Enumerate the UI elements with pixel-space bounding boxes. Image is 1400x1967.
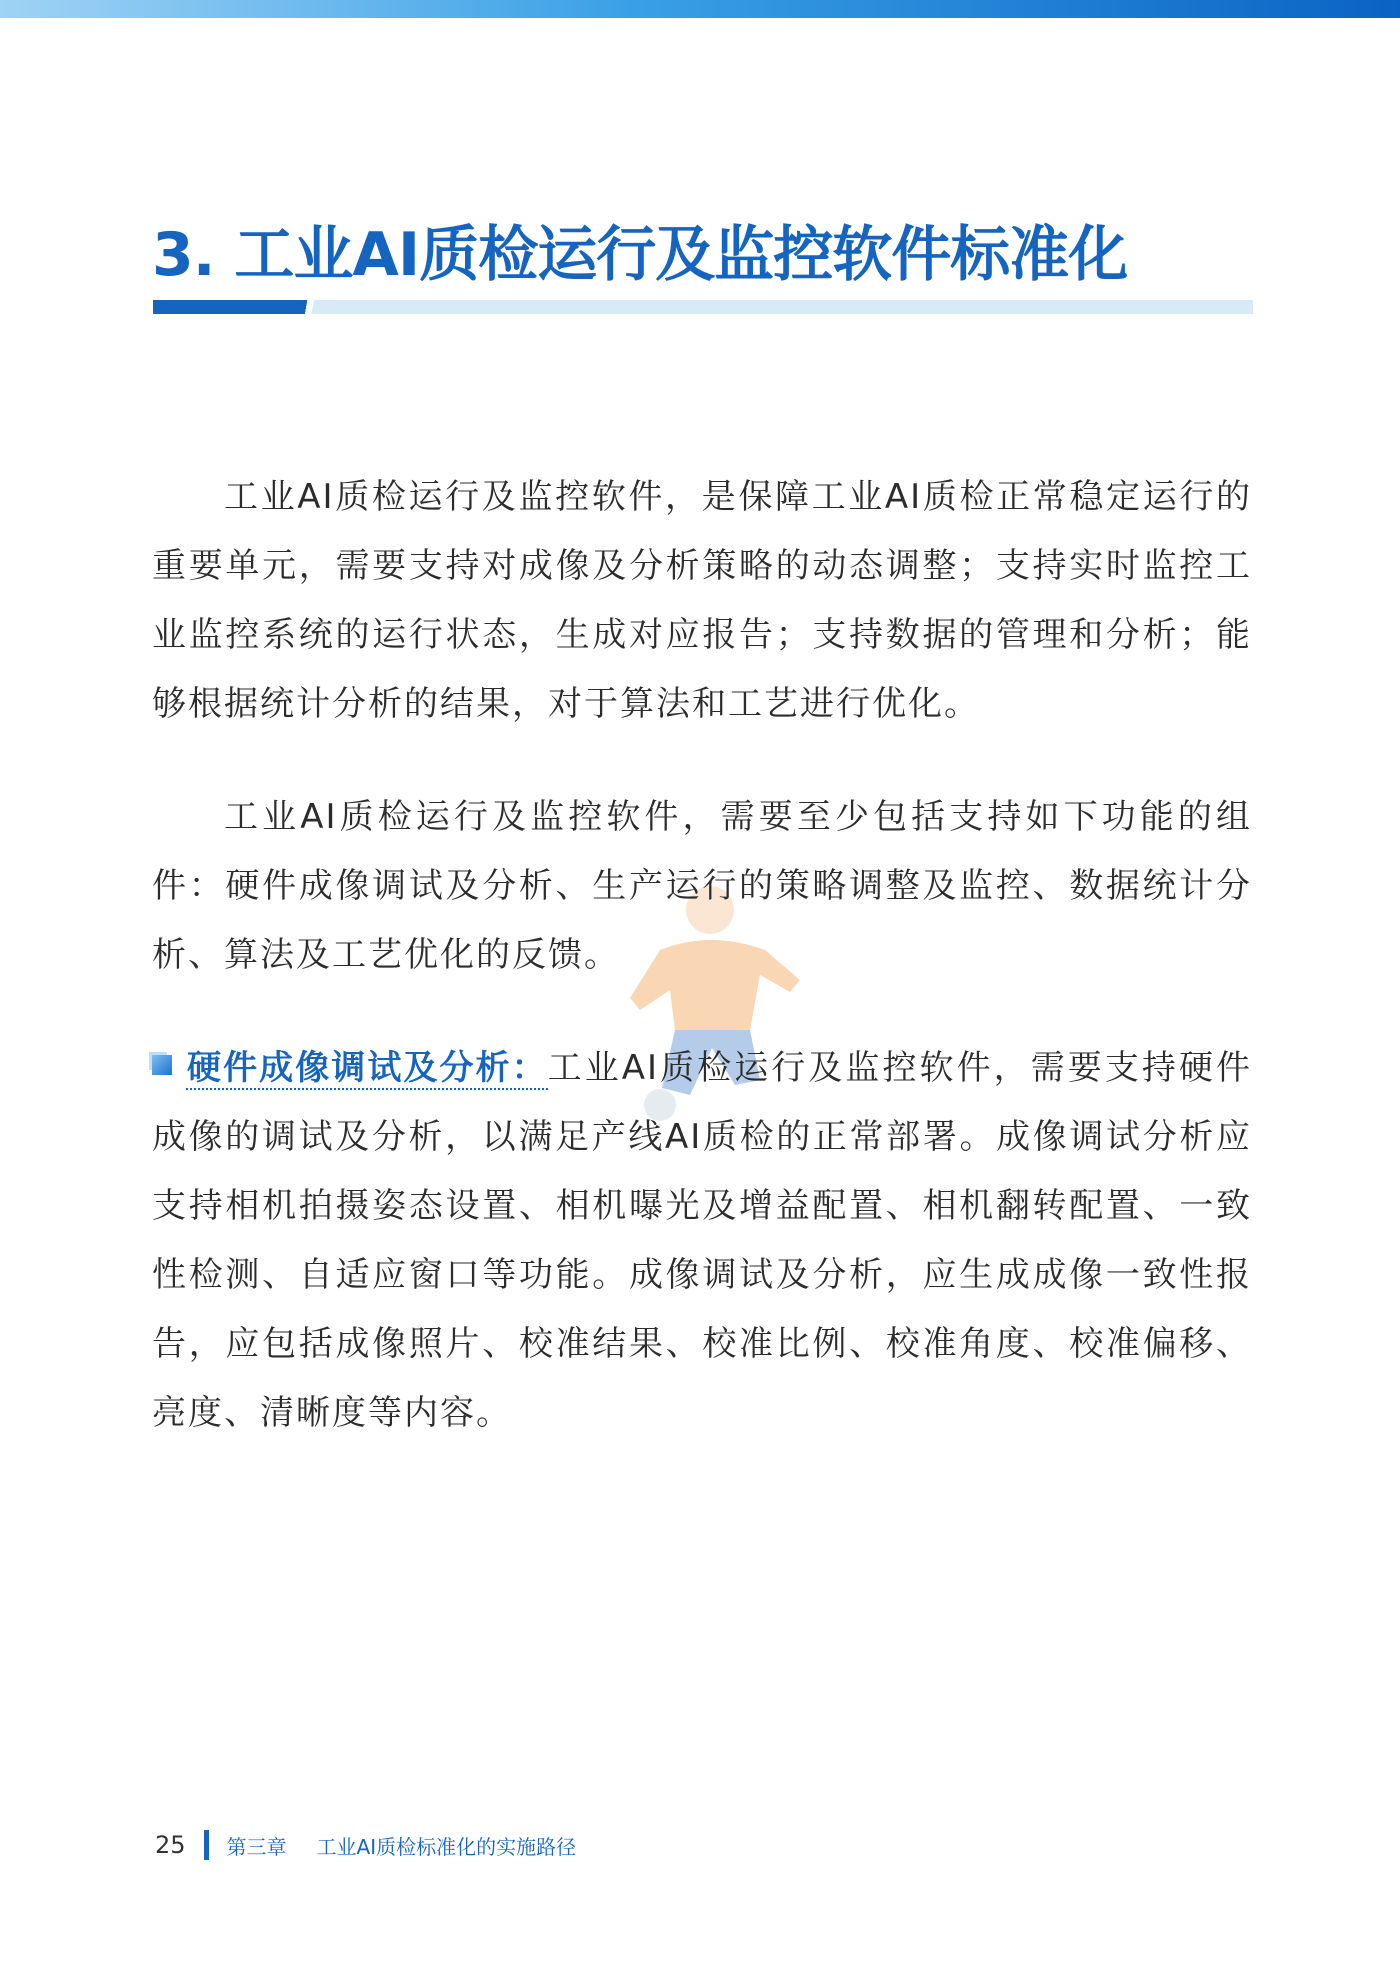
square-bullet-icon	[152, 1055, 172, 1075]
bullet-heading: 硬件成像调试及分析：	[186, 1048, 548, 1088]
page-number: 25	[155, 1831, 186, 1859]
title-underline	[153, 300, 1253, 314]
body-paragraph: 工业AI质检运行及监控软件，是保障工业AI质检正常稳定运行的重要单元，需要支持对成像及分析策略的动态调整；支持实时监控工业监控系统的运行状态，生成对应报告；支持数据的管理和分析；能够根据统计分析的结果，对于算法和工艺进行优化。	[152, 477, 1252, 724]
footer-chapter: 第三章	[226, 1834, 287, 1859]
bullet-paragraph	[152, 1034, 1252, 1448]
top-accent-bar	[0, 0, 1400, 18]
footer-chapter-title: 工业AI质检标准化的实施路径	[316, 1834, 577, 1859]
page-footer	[155, 1828, 576, 1862]
footer-divider	[204, 1830, 209, 1860]
body-paragraph: 工业AI质检运行及监控软件，需要至少包括支持如下功能的组件：硬件成像调试及分析、生产运行的策略调整及监控、数据统计分析、算法及工艺优化的反馈。	[152, 797, 1252, 975]
bullet-text: 工业AI质检运行及监控软件，需要支持硬件成像的调试及分析，以满足产线AI质检的正常部署。成像调试分析应支持相机拍摄姿态设置、相机曝光及增益配置、相机翻转配置、一致性检测、自适应窗口等功能。成像调试及分析，应生成成像一致性报告，应包括成像照片、校准结果、校准比例、校准角度、校准偏移、亮度、清晰度等内容。	[152, 1048, 1252, 1433]
section-title: 3. 工业AI质检运行及监控软件标准化	[152, 220, 1128, 290]
main-content	[152, 463, 1252, 1448]
